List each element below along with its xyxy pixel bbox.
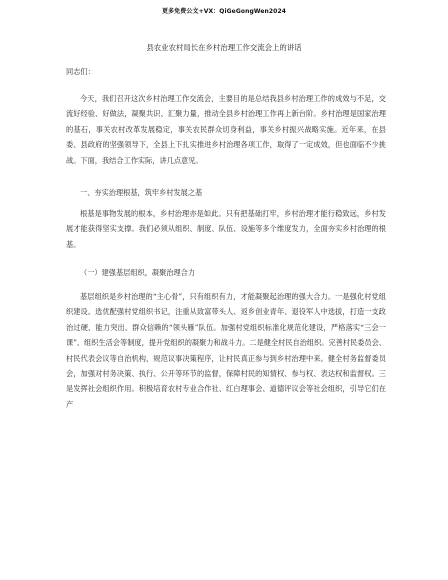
paragraph-intro: 今天，我们召开这次乡村治理工作交流会，主要目的是总结我县乡村治理工作的成效与不足，交流好经验、好做法，凝聚共识、汇聚力量，推动全县乡村治理工作再上新台阶。乡村治理是国家治理的基石，事关农村改革发展稳定，事关农民群众切身利益，事关乡村振兴战略实施。近年来，在县委、县政府的坚强领导下，全县上下扎实推进乡村治理各项工作，取得了一定成效，但也面临不少挑战。下面，我结合工作实际，讲几点意见。 [66,94,386,165]
salutation: 同志们： [66,67,95,76]
promo-banner: 更多免费公文+VX：QiGeGongWen2024 [161,8,286,15]
subsection-heading-1: （一）建强基层组织，凝聚治理合力 [80,268,196,277]
paragraph-organization: 基层组织是乡村治理的“主心骨”，只有组织有力，才能凝聚起治理的强大合力。一是强化村党组织建设。选优配强村党组织书记，注重从致富带头人、返乡创业青年、退役军人中选拔，打造一支政治过硬、能力突出、群众信赖的“领头雁”队伍。加强村党组织标准化规范化建设，严格落实“三会一课”、组织生活会等制度，提升党组织的凝聚力和战斗力。二是健全村民自治组织。完善村民委员会、村民代表会议等自治机构，规范议事决策程序，让村民真正参与到乡村治理中来。健全村务监督委员会，加强对村务决策、执行、公开等环节的监督，保障村民的知情权、参与权、表达权和监督权。三是发挥社会组织作用。积极培育农村专业合作社、红白理事会、道德评议会等社会组织，引导它们在产 [66,292,386,409]
document-title: 县农业农村局长在乡村治理工作交流会上的讲话 [146,43,302,52]
paragraph-foundation: 根基是事物发展的根本，乡村治理亦是如此。只有把基础打牢，乡村治理才能行稳致远，乡村发展才能获得坚实支撑。我们必须从组织、制度、队伍、设施等多个维度发力，全面夯实乡村治理的根基。 [66,209,386,249]
section-heading-1: 一、夯实治理根基，筑牢乡村发展之基 [80,188,203,197]
